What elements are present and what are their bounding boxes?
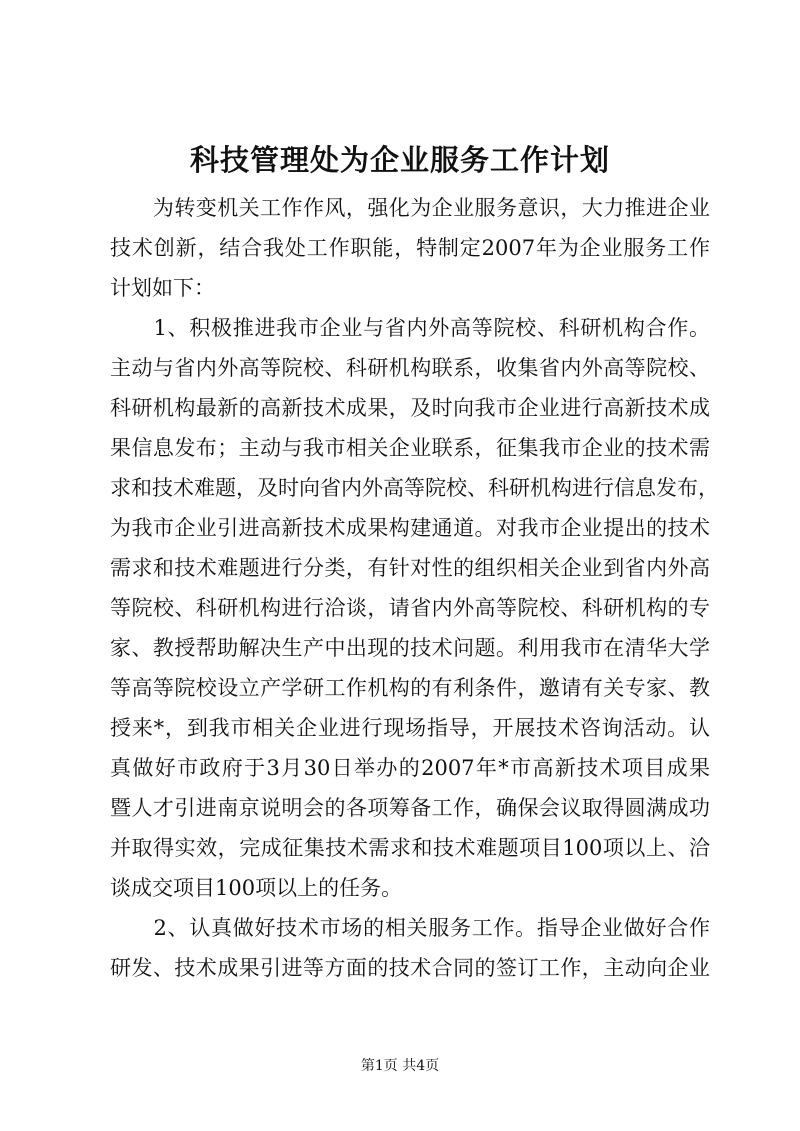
body-line: 授来*，到我市相关企业进行现场指导，开展技术咨询活动。认	[110, 716, 710, 740]
body-line: 等高等院校设立产学研工作机构的有利条件，邀请有关专家、教	[110, 676, 710, 700]
body-line: 真做好市政府于3月30日举办的2007年*市高新技术项目成果	[110, 756, 710, 780]
body-line: 暨人才引进南京说明会的各项筹备工作，确保会议取得圆满成功	[110, 796, 710, 820]
body-line: 2、认真做好技术市场的相关服务工作。指导企业做好合作	[110, 916, 710, 940]
body-line: 为我市企业引进高新技术成果构建通道。对我市企业提出的技术	[110, 516, 710, 540]
body-line: 等院校、科研机构进行洽谈，请省内外高等院校、科研机构的专	[110, 596, 710, 620]
body-line: 科研机构最新的高新技术成果，及时向我市企业进行高新技术成	[110, 396, 710, 420]
body-line: 求和技术难题，及时向省内外高等院校、科研机构进行信息发布，	[110, 476, 719, 500]
body-line: 研发、技术成果引进等方面的技术合同的签订工作，主动向企业	[110, 956, 710, 980]
body-line: 家、教授帮助解决生产中出现的技术问题。利用我市在清华大学	[110, 636, 710, 660]
body-line: 为转变机关工作作风，强化为企业服务意识，大力推进企业	[110, 196, 710, 220]
body-line: 计划如下：	[110, 276, 215, 300]
body-line: 谈成交项目100项以上的任务。	[110, 876, 403, 900]
body-line: 需求和技术难题进行分类，有针对性的组织相关企业到省内外高	[110, 556, 710, 580]
body-line: 果信息发布；主动与我市相关企业联系，征集我市企业的技术需	[110, 436, 710, 460]
document-title: 科技管理处为企业服务工作计划	[189, 143, 610, 177]
body-line: 主动与省内外高等院校、科研机构联系，收集省内外高等院校、	[110, 356, 710, 380]
body-line: 1、积极推进我市企业与省内外高等院校、科研机构合作。	[110, 316, 710, 340]
body-line: 技术创新，结合我处工作职能，特制定2007年为企业服务工作	[110, 236, 710, 260]
page-footer: 第1页 共4页	[360, 1058, 440, 1074]
body-line: 并取得实效，完成征集技术需求和技术难题项目100项以上、洽	[110, 836, 710, 860]
